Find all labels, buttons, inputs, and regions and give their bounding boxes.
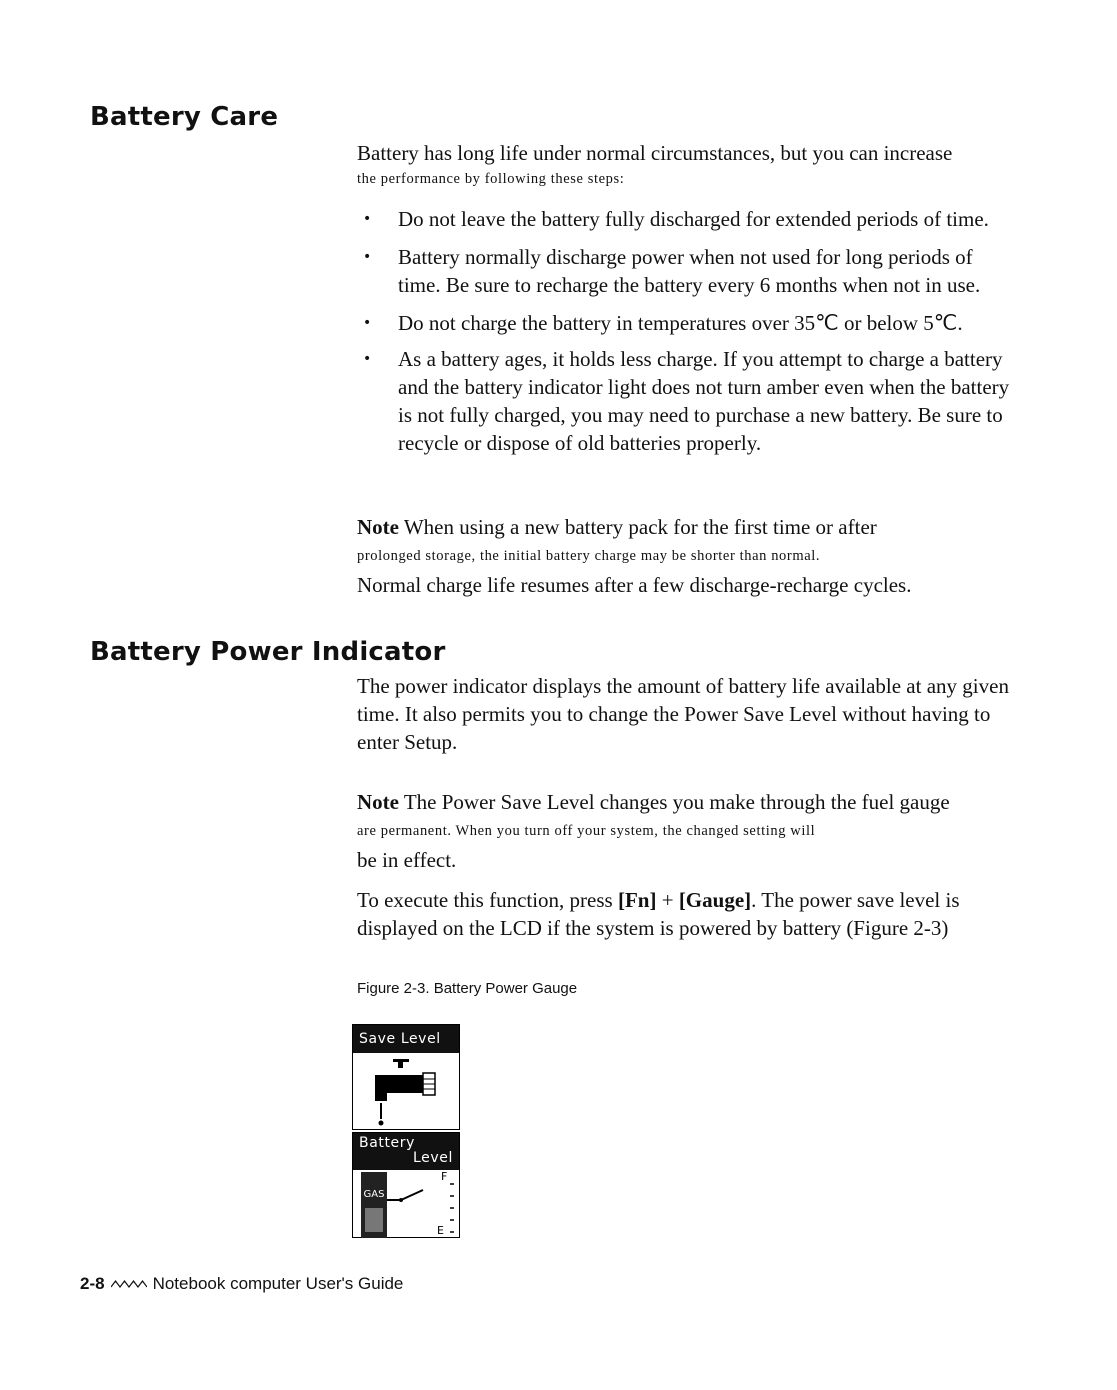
list-item: • As a battery ages, it holds less charge. If you attempt to charge a battery and the battery indicator light does not turn amber even when the battery is not fully charged, you may need to purchase a new battery. Be sure to recycle or dispose of old batteries properly. — [357, 345, 1010, 457]
note-line2: prolonged storage, the initial battery charge may be shorter than normal. — [357, 548, 821, 564]
empty-mark: E — [437, 1224, 444, 1237]
note-line3: be in effect. — [357, 848, 457, 872]
battery-care-list — [357, 205, 1037, 457]
battery-power-gauge-figure — [352, 1024, 460, 1240]
figure-caption: Figure 2-3. Battery Power Gauge — [357, 980, 578, 997]
battery-power-indicator-heading: Battery Power Indicator — [90, 637, 446, 667]
note-label: Note — [357, 515, 399, 539]
zigzag-divider-icon — [111, 1279, 147, 1289]
key-gauge: [Gauge] — [678, 888, 752, 912]
battery-care-intro-line1: Battery has long life under normal circumstances, but you can increase — [357, 141, 953, 165]
battery-care-intro-line2: the performance by following these steps: — [357, 171, 625, 187]
level-label: Level — [413, 1150, 453, 1166]
execute-text-pre: To execute this function, press — [357, 888, 618, 912]
battery-level-panel — [352, 1132, 460, 1238]
execute-instructions — [357, 886, 1022, 942]
note-line3: Normal charge life resumes after a few discharge-recharge cycles. — [357, 573, 912, 597]
key-fn: [Fn] — [617, 888, 657, 912]
page-footer — [80, 1274, 403, 1294]
execute-plus: + — [656, 888, 679, 912]
note-line2: are permanent. When you turn off your system, the changed setting will — [357, 823, 816, 839]
battery-care-note — [357, 513, 1037, 599]
battery-care-heading: Battery Care — [90, 102, 279, 132]
execute-text-post: . The power save level is displayed on the LCD if the system is powered by battery (Figure 2-3) — [357, 888, 960, 940]
power-indicator-intro-text: The power indicator displays the amount of battery life available at any given time. It also permits you to change the Power Save Level without having to enter Setup. — [357, 674, 1009, 754]
page-number: 2-8 — [80, 1274, 105, 1293]
list-item: • Do not charge the battery in temperatures over 35℃ or below 5℃. — [357, 309, 1037, 337]
list-item: • Do not leave the battery fully discharged for extended periods of time. — [357, 205, 1037, 233]
fuel-gauge — [353, 1170, 459, 1240]
power-indicator-intro — [357, 672, 1017, 756]
gas-label: GAS — [361, 1189, 387, 1200]
full-mark: F — [441, 1170, 448, 1183]
power-indicator-note — [357, 788, 1037, 874]
list-item: • Battery normally discharge power when not used for long periods of time. Be sure to recharge the battery every 6 months when not in use. — [357, 243, 998, 299]
note-line1: When using a new battery pack for the first time or after — [403, 515, 877, 539]
note-line1: The Power Save Level changes you make through the fuel gauge — [403, 790, 950, 814]
footer-title: Notebook computer User's Guide — [152, 1274, 404, 1293]
save-level-panel — [352, 1024, 460, 1130]
battery-level-header — [353, 1133, 459, 1170]
faucet-icon — [353, 1053, 459, 1127]
note-label: Note — [357, 790, 399, 814]
save-level-label: Save Level — [353, 1025, 459, 1053]
battery-label: Battery — [359, 1135, 416, 1151]
battery-care-body — [357, 139, 1037, 457]
